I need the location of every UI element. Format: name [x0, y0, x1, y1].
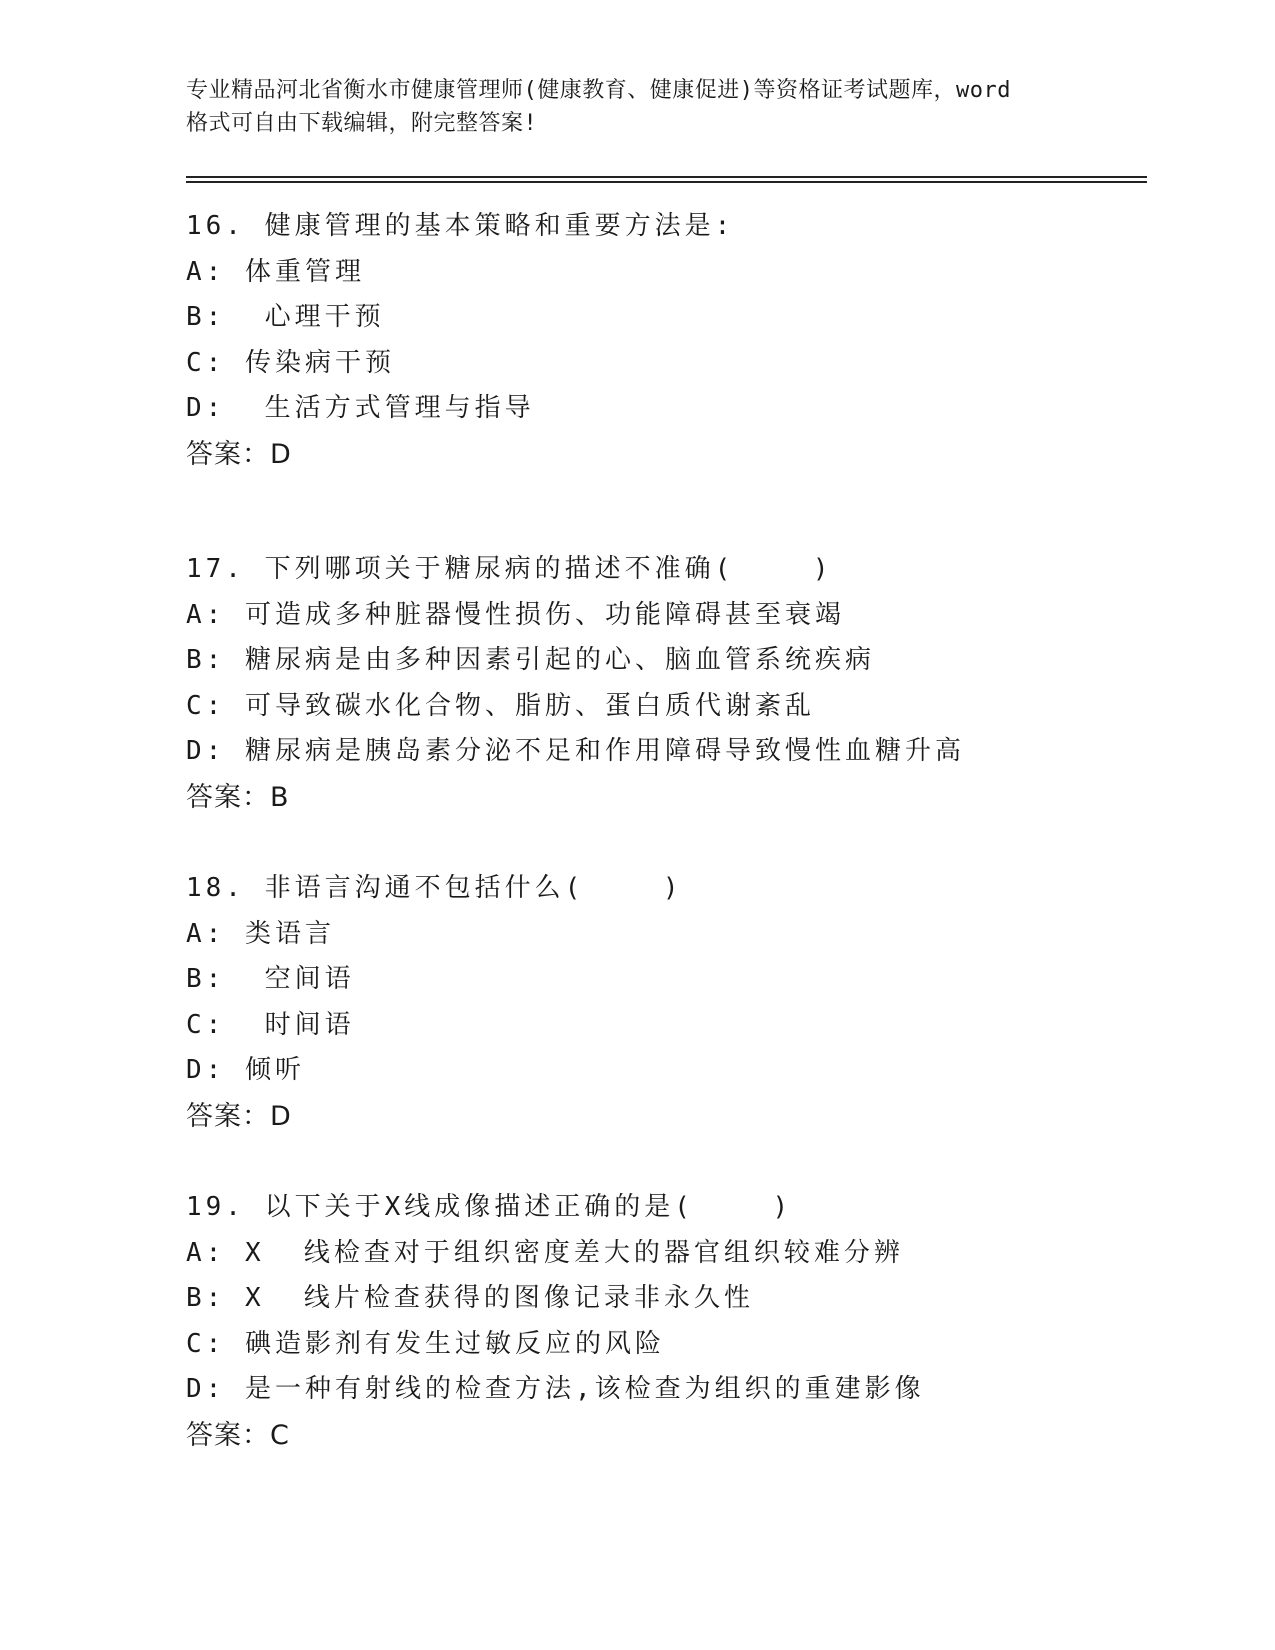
header-divider-bottom: [186, 181, 1147, 183]
question-stem: 17. 下列哪项关于糖尿病的描述不准确( ): [186, 554, 833, 584]
option-b: B: X 线片检查获得的图像记录非永久性: [186, 1283, 754, 1313]
question-stem: 18. 非语言沟通不包括什么( ): [186, 873, 683, 903]
document-header: [186, 74, 1086, 140]
option-b: B: 空间语: [186, 964, 355, 994]
option-c: C: 碘造影剂有发生过敏反应的风险: [186, 1328, 665, 1359]
answer: 答案：D: [186, 1100, 292, 1132]
answer: 答案：D: [186, 438, 292, 470]
option-a: A: 可造成多种脏器慢性损伤、功能障碍甚至衰竭: [186, 599, 845, 630]
question-stem: 16. 健康管理的基本策略和重要方法是:: [186, 211, 735, 241]
option-c: C: 可导致碳水化合物、脂肪、蛋白质代谢紊乱: [186, 690, 815, 721]
answer: 答案：B: [186, 781, 290, 813]
option-d: D: 生活方式管理与指导: [186, 393, 535, 423]
question-19: [186, 1185, 1146, 1458]
option-b: B: 糖尿病是由多种因素引起的心、脑血管系统疾病: [186, 645, 875, 675]
question-16: [186, 204, 1146, 477]
question-stem: 19. 以下关于X线成像描述正确的是( ): [186, 1192, 793, 1222]
option-b: B: 心理干预: [186, 302, 385, 332]
question-18: [186, 866, 1146, 1139]
question-17: [186, 547, 1146, 820]
option-d: D: 倾听: [186, 1055, 305, 1085]
option-a: A: 类语言: [186, 918, 335, 949]
header-line-2: 格式可自由下载编辑，附完整答案!: [186, 111, 538, 136]
option-c: C: 时间语: [186, 1009, 355, 1040]
option-d: D: 糖尿病是胰岛素分泌不足和作用障碍导致慢性血糖升高: [186, 736, 965, 766]
answer: 答案：C: [186, 1419, 290, 1451]
option-a: A: X 线检查对于组织密度差大的器官组织较难分辨: [186, 1237, 904, 1268]
header-divider-top: [186, 176, 1147, 178]
header-line-1: 专业精品河北省衡水市健康管理师(健康教育、健康促进)等资格证考试题库，word: [186, 78, 1011, 103]
option-d: D: 是一种有射线的检查方法,该检查为组织的重建影像: [186, 1374, 925, 1404]
option-a: A: 体重管理: [186, 256, 365, 287]
option-c: C: 传染病干预: [186, 347, 395, 378]
